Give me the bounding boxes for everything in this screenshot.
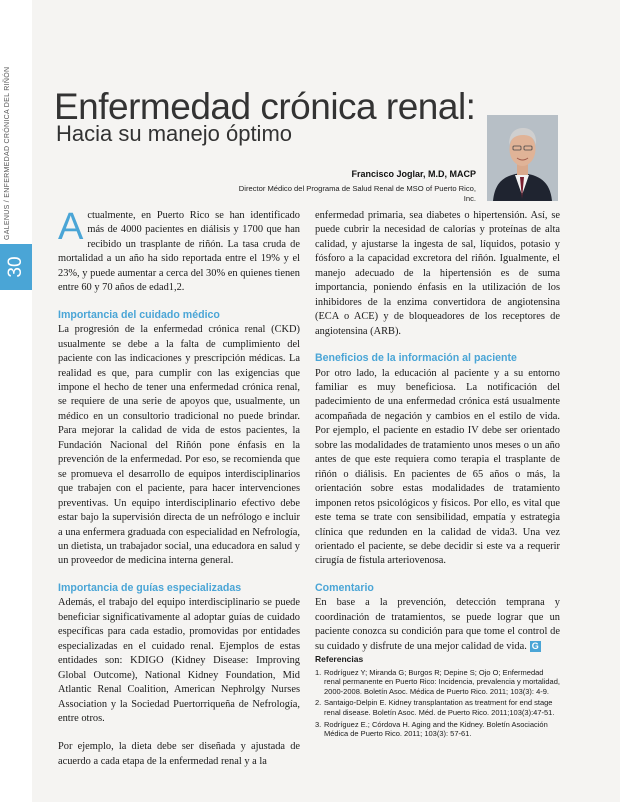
reference-item [315,668,560,697]
intro-text: ctualmente, en Puerto Rico se han identificado más de 4000 pacientes en diálisis y 1700 que han recibido un trasplante de riñón. La tasa cruda de mortalidad a un año ha sido reportada entre el 19% y el 23%, y puede aumentar a cerca del 30% en quienes tienen entre 60 y 70 años de edad1,2. [58,210,300,294]
reference-number: 1. [315,667,322,677]
author-photo [487,115,558,201]
reference-text: Rodríguez Y; Miranda G; Burgos R; Depine S; Ojo O; Enfermedad renal permanente en Puerto Rico: Incidencia, prevalencia y mortalidad, 2000-2008. Boletín Asoc. Médica de Puerto Rico. 2011; 103(3): 4-9. [324,667,560,696]
drop-cap: A [58,206,84,248]
article-subtitle: Hacia su manejo óptimo [56,121,293,146]
reference-item [315,698,560,717]
end-mark-badge: G [531,640,539,651]
references-heading: Referencias [315,654,364,664]
comentario-text: En base a la prevención, detección temprana y coordinación de tratamientos, se puede lograr que un paciente conozca su condición para que tome el control de su cuidado y disfrute de una mejor calidad de vida. [315,597,560,652]
section-body-comentario [315,596,560,654]
references-block [315,655,560,741]
section-body-cuidado: La progresión de la enfermedad crónica renal (CKD) usualmente se debe a la falta de cumplimiento del paciente con las indicaciones y prescripción médicas. La realidad es que, para cumplir con las exigencias que impone el hecho de tener una enfermedad crónica renal, se requiere de una serie de apoyos que, usualmente, un médico en un consultorio tradicional no puede brindar. Para mejorar la calidad de vida de estos pacientes, la Fundación Nacional del Riñón pone énfasis en la prevención de la enfermedad. Por eso, se recomienda que se promueva el desarrollo de equipos interdisciplinarios que trabajen con el paciente, para hacer intervenciones preventivas. Un equipo interdisciplinario efectivo debe estar bajo la supervisión directa de un nefrólogo e incluir a una enfermera graduada con especialidad en Nefrología, un dietista, un trabajador social, una educadora en salud y un proveedor de medicina interna general. [58,324,300,567]
section-heading-cuidado: Importancia del cuidado médico [58,308,220,321]
section-heading-guias: Importancia de guías especializadas [58,581,242,594]
section-body-guias-continued: Por ejemplo, la dieta debe ser diseñada y ajustada de acuerdo a cada etapa de la enfermedad renal y a la [58,741,300,767]
continuation-paragraph: enfermedad primaria, sea diabetes o hipertensión. Así, se puede cubrir la necesidad de calorías y proteínas de alta calidad, y ajustarse la ingesta de sal, líquidos, potasio y fósforo a la capacidad excretora del riñón. Igualmente, el manejo adecuado de la hipertensión es de suma importancia, poniendo énfasis en la utilización de los inhibidores de la enzima convertidora de angiotensina (ECA o ACE) y de bloqueadores de los receptores de angiotensina (ARB). [315,210,560,337]
right-column [315,209,560,654]
section-heading-comentario: Comentario [315,581,374,594]
reference-text: Rodríguez E.; Córdova H. Aging and the Kidney. Boletín Asociación Médica de Puerto Rico. 2011; 103(3): 57-61. [324,719,548,739]
article-title: Enfermedad crónica renal: [54,86,476,127]
section-heading-beneficios: Beneficios de la información al paciente [315,352,517,365]
reference-number: 2. [315,698,322,708]
references-list [315,668,560,739]
section-body-beneficios: Por otro lado, la educación al paciente y a su entorno familiar es muy beneficiosa. La notificación del padecimiento de una enfermedad crónica está usualmente acompañada de negación y cambios en el estilo de vida. Por ejemplo, el paciente en estadio IV debe ser orientado sobre las modalidades de tratamiento unos meses o un año antes de que este requiera como terapia el trasplante de riñón o diálisis. En pacientes de 65 años o más, la orientación sobre estas modalidades de tratamiento imponen retos psicológicos y físicos. Por ello, es vital que este tema se trate con sensibilidad, empatía y estrategia clínica que redunden en la calidad de vida3. Una vez orientado el paciente, se debe decidir si este va a requerir cirugía de fístula arteriovenosa. [315,367,560,567]
reference-text: Santaigo-Delpin E. Kidney transplantation as treatment for end stage renal disease. Boletín Asoc. Méd. de Puerto Rico. 2011;103(3):47-51. [324,698,555,717]
author-role: Director Médico del Programa de Salud Renal de MSO of Puerto Rico, Inc. [238,184,476,203]
left-column [58,206,300,769]
page-number: 30 [5,256,26,278]
section-label-vertical: GALENUS / ENFERMEDAD CRÓNICA DEL RIÑÓN [4,66,11,240]
reference-number: 3. [315,719,322,729]
author-portrait-illustration [487,115,558,201]
author-name: Francisco Joglar, M.D, MACP [351,169,476,179]
reference-item [315,720,560,739]
section-body-guias: Además, el trabajo del equipo interdisciplinario se puede beneficiar significativamente al adoptar guías de cuidado específicas para cada estadio, promovidas por entidades especializadas en el cuidado renal. Ejemplos de estas entidades son: KDIGO (Kidney Disease: Improving Global Outcome), National Kidney Foundation, Mid Atlantic Renal Coalition, American Nephrolgy Nurses Association y la Sociedad Puertorriqueña de Nefrología, entre otros. [58,597,300,724]
page-number-tab [0,244,32,290]
intro-paragraph [58,206,300,296]
